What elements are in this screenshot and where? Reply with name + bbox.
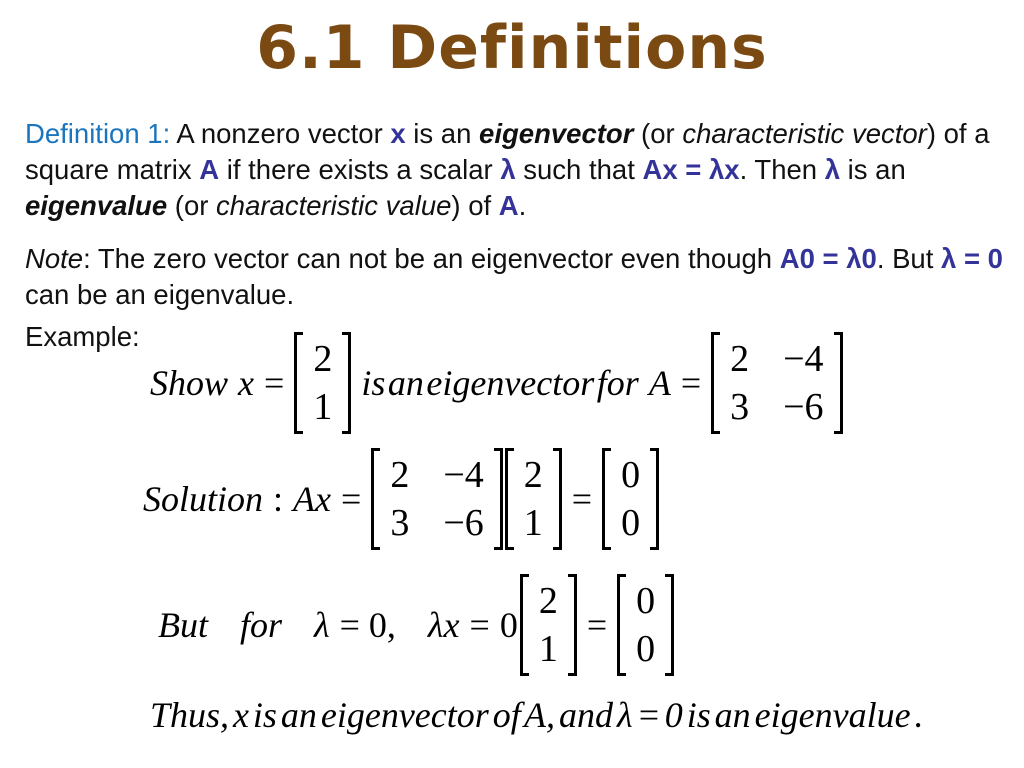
equation-but-for-lambda [158,574,674,676]
matrix-A-symbol: A [498,190,519,222]
characteristic-vector-term: characteristic vector [682,118,927,149]
matrix-cell: 2 [313,338,333,380]
matrix-left-bracket [520,574,529,676]
matrix-cell: −4 [443,454,484,496]
eigenvalue-term: eigenvalue [25,190,168,222]
colon-sign: : [273,479,284,519]
matrix-right-bracket [650,448,659,550]
equation-show [150,332,843,434]
matrix-right-bracket [342,332,351,434]
equals-sign: = [264,363,285,403]
zero-vector-matrix [602,448,659,550]
lambda-symbol: λ [824,154,841,186]
matrix-cell: 3 [730,386,750,428]
math-word-for: for [240,605,283,645]
matrix-right-bracket [553,448,562,550]
matrix-product [371,448,561,550]
example-label: Example: [25,321,140,352]
matrix-cell: 2 [730,338,750,380]
ax-equals-lambda-x: Ax = λx [642,154,740,186]
matrix-left-bracket [294,332,303,434]
matrix-cell: 1 [313,386,333,428]
matrix-right-bracket [568,574,577,676]
equals-sign: = [586,605,608,645]
matrix-left-bracket [617,574,626,676]
lambda-symbol: λ [500,154,516,186]
equals-sign: = [680,363,702,403]
matrix-cell: 0 [621,502,641,544]
matrix-cells [514,448,553,550]
matrix-left-bracket [602,448,611,550]
definition-segment: A nonzero vector [170,118,391,149]
matrix-left-bracket [371,448,380,550]
note-segment: . But [876,243,942,274]
matrix-A [711,332,842,434]
math-phrase: is an eigenvector for [361,363,639,403]
definition-segment: . [518,190,527,222]
lambda-x-symbol: λx [427,605,460,645]
matrix-cell: 2 [523,454,543,496]
definition-segment: is an [405,118,480,149]
matrix-cell: −4 [783,338,824,380]
note-segment: can be an eigenvalue. [25,279,295,311]
matrix-A-symbol: A [199,154,220,186]
definition-segment: ) of a square matrix [25,118,990,186]
math-word-solution: Solution [143,479,264,519]
matrix-cells [611,448,650,550]
slide-title: 6.1 Definitions [256,13,768,83]
math-var-Ax: Ax [293,479,331,519]
matrix-cell: −6 [783,386,824,428]
matrix-cell: 0 [636,580,656,622]
definition-segment: (or [633,118,683,149]
equation-solution [143,448,659,550]
matrix-cell: 2 [390,454,410,496]
note-paragraph [25,241,1013,313]
definition-segment: such that [515,154,643,186]
lambda-symbol: λ [314,605,330,645]
zero-scalar: 0 [499,605,518,645]
a0-equals-lambda0: A0 = λ0 [779,243,877,274]
definition-label: Definition 1: [25,118,171,149]
definition-segment: if there exists a scalar [219,154,501,186]
matrix-right-bracket [494,448,503,550]
definition-segment: (or [167,190,217,222]
matrix-cells [303,332,342,434]
characteristic-value-term: characteristic value [216,190,452,222]
eigenvector-term: eigenvector [479,118,634,149]
matrix-left-bracket [711,332,720,434]
matrix-cell: 1 [523,502,543,544]
matrix-A [371,448,502,550]
definition-paragraph [25,116,1013,224]
equals-zero-comma: = 0, [339,605,396,645]
lambda-equals-zero: λ = 0 [941,243,1003,274]
scalar-product [500,574,577,676]
equals-sign: = [571,479,593,519]
matrix-cell: 3 [390,502,410,544]
matrix-cells [720,332,833,434]
zero-vector-matrix [617,574,674,676]
equals-sign: = [469,605,490,645]
matrix-cells [626,574,665,676]
matrix-cells [380,448,493,550]
definition-segment: ) of [451,190,499,222]
vector-x-matrix [294,332,351,434]
matrix-cell: −6 [443,502,484,544]
vector-x-matrix [520,574,577,676]
matrix-cell: 1 [538,628,558,670]
vector-x-symbol: x [390,118,406,149]
matrix-cells [529,574,568,676]
math-var-x: x [238,363,254,403]
vector-x-matrix [505,448,562,550]
definition-segment: . Then [739,154,825,186]
note-label: Note [25,243,84,274]
matrix-cell: 2 [538,580,558,622]
math-word-but: But [158,605,208,645]
matrix-right-bracket [665,574,674,676]
math-var-A: A [648,363,671,403]
matrix-cell: 0 [621,454,641,496]
matrix-right-bracket [834,332,843,434]
conclusion-line: Thus, x is an eigenvector of A, and λ = 0 is an eigenvalue . [150,695,924,735]
matrix-left-bracket [505,448,514,550]
definition-segment: is an [840,154,906,186]
note-segment: : The zero vector can not be an eigenvector even though [83,243,780,274]
math-word-show: Show [150,363,229,403]
matrix-cell: 0 [636,628,656,670]
equals-sign: = [341,479,362,519]
